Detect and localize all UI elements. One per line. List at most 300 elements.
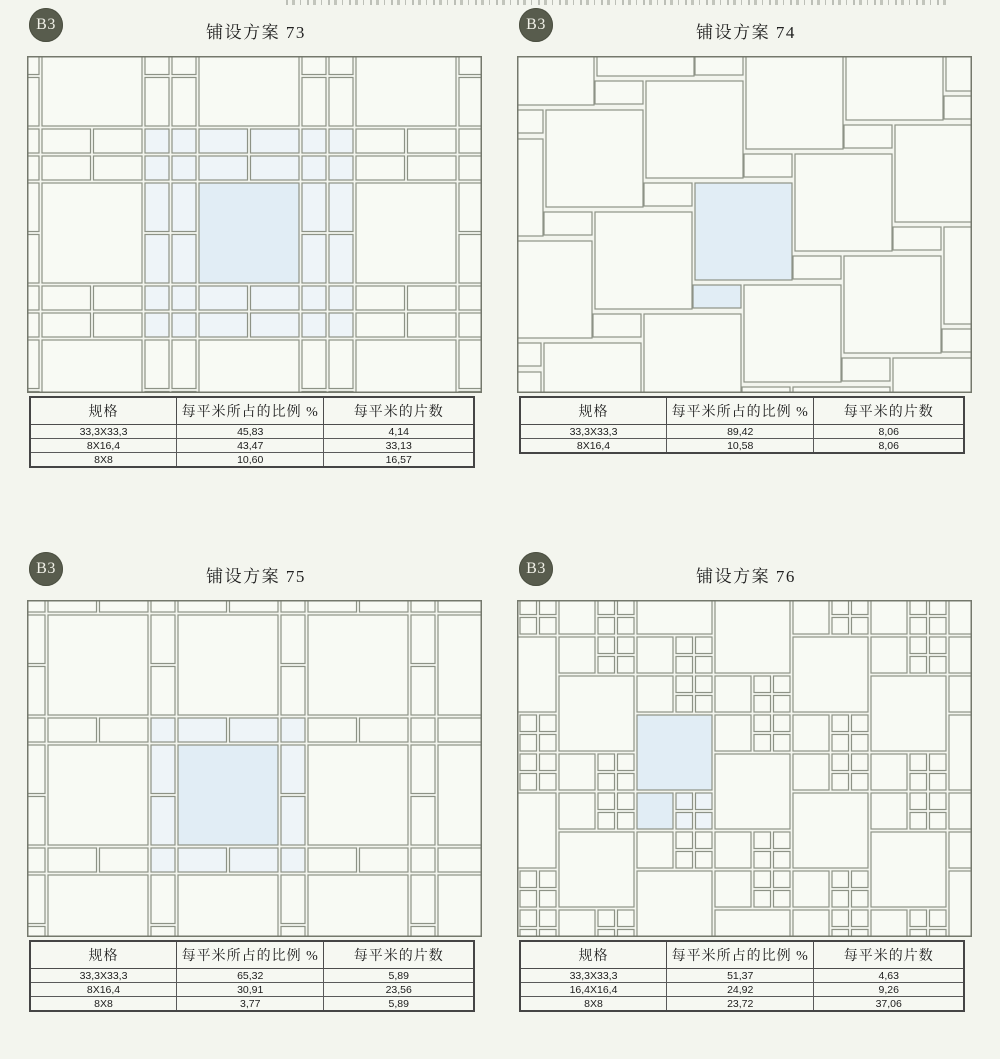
tile: [411, 875, 435, 924]
tile: [520, 891, 537, 908]
tile: [598, 793, 615, 810]
tile: [151, 745, 175, 794]
tile: [832, 891, 849, 908]
badge-label: B3: [526, 560, 546, 577]
spec-cell: 33,3X33,3: [30, 969, 177, 983]
tile: [438, 718, 482, 742]
table-row: [30, 983, 474, 997]
tile: [308, 875, 408, 937]
table-row: [30, 453, 474, 468]
tile: [793, 754, 829, 790]
tile-pattern-diagram: [27, 600, 482, 937]
tile: [411, 797, 435, 846]
tile: [172, 286, 196, 310]
tile: [910, 637, 927, 654]
tile: [637, 793, 673, 829]
plan-title: 铺设方案 73: [206, 23, 306, 42]
tile: [329, 78, 353, 127]
tile: [852, 735, 869, 752]
tile: [618, 754, 635, 771]
column-header: 每平米的片数: [324, 941, 474, 969]
tile: [251, 313, 300, 337]
tile: [408, 129, 457, 153]
tile: [27, 235, 39, 284]
table-row: [520, 983, 964, 997]
tile: [281, 667, 305, 716]
spec-cell: 16,4X16,4: [520, 983, 667, 997]
tile: [302, 235, 326, 284]
tile: [27, 286, 39, 310]
tile: [910, 600, 927, 615]
tile: [308, 745, 408, 845]
tile: [559, 754, 595, 790]
spec-cell: 16,57: [324, 453, 474, 468]
tile: [172, 183, 196, 232]
tile: [459, 78, 482, 127]
table-row: [30, 969, 474, 983]
tile: [910, 618, 927, 635]
tile: [949, 871, 972, 937]
spec-cell: 33,3X33,3: [30, 425, 177, 439]
tile: [411, 718, 435, 742]
tile: [408, 156, 457, 180]
tile: [930, 910, 947, 927]
spec-cell: 30,91: [177, 983, 324, 997]
tile: [644, 183, 692, 206]
tile: [42, 129, 91, 153]
tile: [94, 286, 143, 310]
tile: [930, 600, 947, 615]
tile-pattern-diagram: [517, 600, 972, 937]
tile: [151, 848, 175, 872]
tile: [618, 600, 635, 615]
tile: [151, 600, 175, 612]
tile: [637, 676, 673, 712]
tile: [48, 745, 148, 845]
tile: [94, 156, 143, 180]
spec-cell: 23,56: [324, 983, 474, 997]
tile: [715, 676, 751, 712]
tile: [832, 618, 849, 635]
tile: [520, 618, 537, 635]
tile: [715, 910, 790, 937]
tile: [871, 600, 907, 634]
column-header: 每平米的片数: [324, 397, 474, 425]
tile: [27, 129, 39, 153]
tile: [793, 637, 868, 712]
tile: [598, 600, 615, 615]
tile: [230, 718, 279, 742]
plan-section-74: [517, 8, 975, 454]
tile: [459, 156, 482, 180]
tile: [308, 848, 357, 872]
tile: [517, 343, 541, 366]
spec-cell: 24,92: [667, 983, 814, 997]
tile: [871, 793, 907, 829]
tile: [852, 891, 869, 908]
tile: [852, 618, 869, 635]
tile: [356, 183, 456, 283]
tile: [795, 154, 892, 251]
tile: [637, 871, 712, 937]
tile: [540, 618, 557, 635]
tile: [145, 156, 169, 180]
tile: [646, 81, 743, 178]
spec-cell: 45,83: [177, 425, 324, 439]
spec-cell: 37,06: [814, 997, 964, 1012]
tile: [520, 754, 537, 771]
spec-cell: 8X8: [30, 453, 177, 468]
tile: [715, 600, 790, 673]
tile: [546, 110, 643, 207]
tile: [949, 676, 972, 712]
tile: [308, 718, 357, 742]
tile: [48, 848, 97, 872]
tile: [949, 715, 972, 790]
tile: [145, 340, 169, 389]
tile: [852, 871, 869, 888]
tile: [145, 78, 169, 127]
tile: [540, 735, 557, 752]
tile: [360, 600, 409, 612]
spec-cell: 65,32: [177, 969, 324, 983]
tile: [598, 637, 615, 654]
tile: [42, 183, 142, 283]
tile: [42, 313, 91, 337]
tile: [360, 848, 409, 872]
spec-table: [29, 940, 475, 1012]
tile: [910, 910, 927, 927]
tile: [559, 637, 595, 673]
tile: [329, 235, 353, 284]
tile: [793, 871, 829, 907]
tile: [145, 129, 169, 153]
tile: [754, 871, 771, 888]
series-badge: [29, 552, 63, 586]
tile: [251, 286, 300, 310]
plan-title: 铺设方案 74: [696, 23, 796, 42]
tile: [178, 848, 227, 872]
tile: [754, 891, 771, 908]
tile: [852, 754, 869, 771]
spec-cell: 33,3X33,3: [520, 969, 667, 983]
tile: [145, 286, 169, 310]
tile: [100, 600, 149, 612]
tile: [27, 615, 45, 664]
tile: [540, 891, 557, 908]
tile: [356, 313, 405, 337]
tile: [172, 235, 196, 284]
tile: [520, 871, 537, 888]
tile: [676, 657, 693, 674]
tile: [411, 615, 435, 664]
tile: [151, 797, 175, 846]
tile: [696, 832, 713, 849]
column-header: 每平米的片数: [814, 941, 964, 969]
tile: [459, 129, 482, 153]
tile: [42, 286, 91, 310]
tile: [893, 358, 972, 393]
tile: [871, 910, 907, 937]
tile: [618, 774, 635, 791]
spec-cell: 89,42: [667, 425, 814, 439]
tile: [459, 340, 482, 389]
tile: [618, 910, 635, 927]
tile: [676, 852, 693, 869]
tile: [94, 129, 143, 153]
tile: [944, 96, 972, 119]
tile: [949, 600, 972, 634]
tile: [676, 832, 693, 849]
tile: [438, 600, 482, 612]
tile: [27, 156, 39, 180]
tile: [895, 125, 972, 222]
tile: [559, 676, 634, 751]
tile: [27, 313, 39, 337]
tile: [199, 340, 299, 393]
tile: [910, 774, 927, 791]
tile: [852, 774, 869, 791]
tile: [27, 797, 45, 846]
tile: [676, 813, 693, 830]
tile: [27, 340, 39, 389]
tile: [329, 56, 353, 75]
tile: [544, 343, 641, 393]
tile: [411, 848, 435, 872]
tile: [27, 927, 45, 938]
tile: [151, 718, 175, 742]
tile: [145, 183, 169, 232]
tile: [302, 313, 326, 337]
table-header-row: [520, 397, 964, 425]
tile-pattern-diagram: [517, 56, 972, 393]
series-badge: [519, 552, 553, 586]
tile: [893, 227, 941, 250]
tile: [172, 156, 196, 180]
spec-cell: 8X8: [520, 997, 667, 1012]
tile: [281, 875, 305, 924]
spec-cell: 10,60: [177, 453, 324, 468]
tile: [199, 286, 248, 310]
tile: [459, 286, 482, 310]
spec-cell: 5,89: [324, 997, 474, 1012]
tile: [949, 832, 972, 868]
tile: [871, 676, 946, 751]
tile: [696, 696, 713, 713]
tile: [302, 183, 326, 232]
tile: [949, 637, 972, 673]
tile: [199, 313, 248, 337]
tile: [754, 852, 771, 869]
spec-cell: 43,47: [177, 439, 324, 453]
tile: [844, 125, 892, 148]
spec-cell: 9,26: [814, 983, 964, 997]
tile: [793, 793, 868, 868]
tile: [459, 313, 482, 337]
tile: [151, 615, 175, 664]
tile: [408, 313, 457, 337]
series-badge: [519, 8, 553, 42]
tile: [540, 715, 557, 732]
tile: [251, 156, 300, 180]
tile: [930, 813, 947, 830]
spec-cell: 5,89: [324, 969, 474, 983]
tile: [618, 813, 635, 830]
tile: [832, 600, 849, 615]
tile: [930, 657, 947, 674]
tile: [329, 129, 353, 153]
table-row: [520, 425, 964, 439]
tile: [774, 891, 791, 908]
tile: [27, 667, 45, 716]
column-header: 每平米的片数: [814, 397, 964, 425]
tile: [618, 637, 635, 654]
tile: [618, 618, 635, 635]
tile: [438, 848, 482, 872]
badge-label: B3: [36, 560, 56, 577]
tile: [178, 718, 227, 742]
column-header: 每平米所占的比例 %: [177, 397, 324, 425]
tile: [871, 637, 907, 673]
spec-cell: 8X16,4: [520, 439, 667, 454]
tile: [281, 797, 305, 846]
spec-cell: 8,06: [814, 425, 964, 439]
tile: [145, 313, 169, 337]
tile: [411, 927, 435, 938]
tile: [540, 600, 557, 615]
plan-header: [27, 8, 485, 56]
tile: [411, 745, 435, 794]
spec-cell: 10,58: [667, 439, 814, 454]
table-header-row: [520, 941, 964, 969]
tile: [852, 910, 869, 927]
tile: [329, 286, 353, 310]
tile: [308, 600, 357, 612]
tile: [281, 615, 305, 664]
tile: [930, 754, 947, 771]
tile: [597, 56, 694, 76]
tile: [715, 832, 751, 868]
tile: [302, 78, 326, 127]
tile: [832, 754, 849, 771]
tile-pattern-diagram: [27, 56, 482, 393]
spec-cell: 33,3X33,3: [520, 425, 667, 439]
tile: [852, 600, 869, 615]
plan-title: 铺设方案 75: [206, 567, 306, 586]
tile: [178, 600, 227, 612]
tile: [598, 754, 615, 771]
tile: [559, 910, 595, 937]
tile: [411, 600, 435, 612]
tile: [329, 340, 353, 389]
column-header: 规格: [520, 397, 667, 425]
spec-table: [29, 396, 475, 468]
tile: [598, 813, 615, 830]
tile: [329, 156, 353, 180]
tile: [696, 793, 713, 810]
table-row: [30, 425, 474, 439]
column-header: 规格: [520, 941, 667, 969]
tile: [145, 56, 169, 75]
tile: [540, 910, 557, 927]
spec-cell: 4,63: [814, 969, 964, 983]
tile: [411, 667, 435, 716]
tile: [517, 139, 543, 236]
tile: [559, 600, 595, 634]
tile: [774, 696, 791, 713]
tile: [408, 286, 457, 310]
tile: [754, 832, 771, 849]
plan-header: [517, 8, 975, 56]
tile: [744, 154, 792, 177]
tile: [930, 637, 947, 654]
tile: [281, 927, 305, 938]
column-header: 每平米所占的比例 %: [667, 397, 814, 425]
column-header: 规格: [30, 941, 177, 969]
tile: [302, 340, 326, 389]
tile: [696, 852, 713, 869]
tile: [308, 615, 408, 715]
tile: [438, 875, 482, 937]
tile: [598, 618, 615, 635]
spec-cell: 8X16,4: [30, 439, 177, 453]
table-header-row: [30, 397, 474, 425]
tile: [199, 183, 299, 283]
tile: [693, 285, 741, 308]
tile: [637, 637, 673, 673]
tile: [356, 156, 405, 180]
tile: [637, 715, 712, 790]
tile: [676, 676, 693, 693]
tile: [302, 156, 326, 180]
spec-cell: 3,77: [177, 997, 324, 1012]
tile: [832, 871, 849, 888]
tile: [696, 813, 713, 830]
plan-header: [517, 552, 975, 600]
tile: [746, 56, 843, 149]
tile: [595, 81, 643, 104]
tile: [832, 774, 849, 791]
tile: [754, 696, 771, 713]
tile: [832, 910, 849, 927]
tile: [360, 718, 409, 742]
tile: [910, 793, 927, 810]
tile: [598, 910, 615, 927]
tile: [520, 600, 537, 615]
tile: [178, 745, 278, 845]
tile: [27, 56, 39, 75]
spec-table: [519, 940, 965, 1012]
series-badge: [29, 8, 63, 42]
table-row: [30, 439, 474, 453]
tile: [871, 832, 946, 907]
tile: [676, 793, 693, 810]
tile: [230, 848, 279, 872]
tile: [942, 329, 972, 352]
tile: [27, 875, 45, 924]
tile: [459, 183, 482, 232]
tile: [544, 212, 592, 235]
tile: [459, 56, 482, 75]
tile: [930, 618, 947, 635]
column-header: 每平米所占的比例 %: [667, 941, 814, 969]
tile: [593, 314, 641, 337]
tile: [520, 715, 537, 732]
tile: [930, 793, 947, 810]
tile: [844, 256, 941, 353]
tile: [832, 735, 849, 752]
plan-section-73: [27, 8, 485, 468]
